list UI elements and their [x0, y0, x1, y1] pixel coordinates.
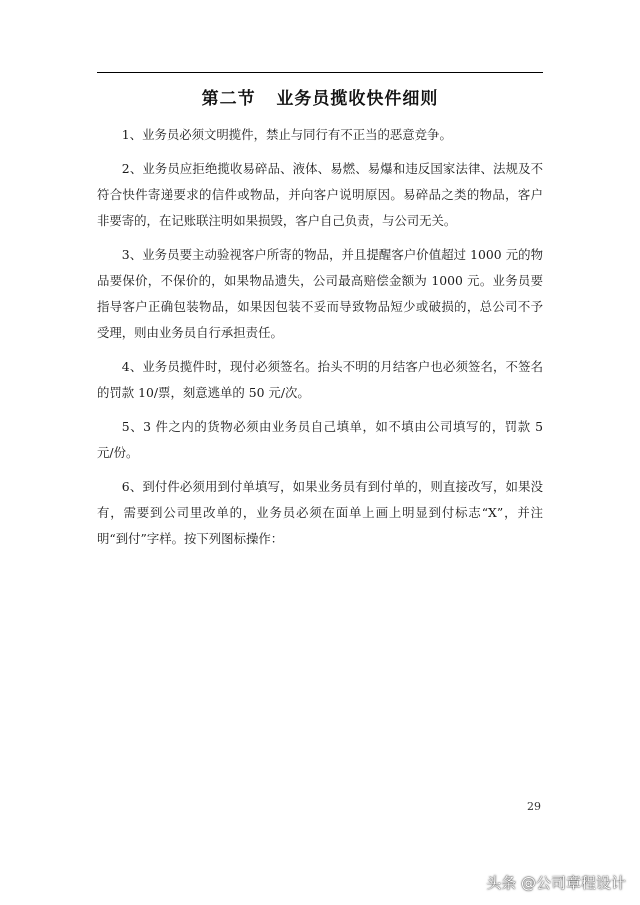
- paragraph-2: 2、业务员应拒绝揽收易碎品、液体、易燃、易爆和违反国家法律、法规及不符合快件寄递要求的信件或物品，并向客户说明原因。易碎品之类的物品，客户非要寄的，在记账联注明如果损毁，客户自己负责，与公司无关。: [97, 161, 543, 228]
- paragraph-1: 1、业务员必须文明揽件，禁止与同行有不正当的恶意竞争。: [121, 127, 452, 142]
- paragraph-4: 4、业务员揽件时，现付必须签名。抬头不明的月结客户也必须签名，不签名的罚款 10/票，刻意逃单的 50 元/次。: [97, 359, 543, 400]
- watermark: 头条 @公司章程设计: [486, 874, 626, 892]
- section-title: 第二节 业务员揽收快件细则: [201, 89, 439, 109]
- page-number: 29: [527, 800, 541, 813]
- paragraph-5: 5、3 件之内的货物必须由业务员自己填单，如不填由公司填写的，罚款 5 元/份。: [97, 419, 543, 460]
- paragraph-6: 6、到付件必须用到付单填写，如果业务员有到付单的，则直接改写，如果没有，需要到公司里改单的，业务员必须在面单上画上明显到付标志“X”，并注明“到付”字样。按下列图标操作：: [97, 479, 543, 546]
- header-rule: [97, 72, 543, 73]
- paragraph-3: 3、业务员要主动验视客户所寄的物品，并且提醒客户价值超过 1000 元的物品要保价，不保价的，如果物品遗失，公司最高赔偿金额为 1000 元。业务员要指导客户正确包装物品，如果因包装不妥而导致物品短少或破损的，总公司不予受理，则由业务员自行承担责任。: [97, 247, 543, 340]
- document-body: [97, 122, 543, 560]
